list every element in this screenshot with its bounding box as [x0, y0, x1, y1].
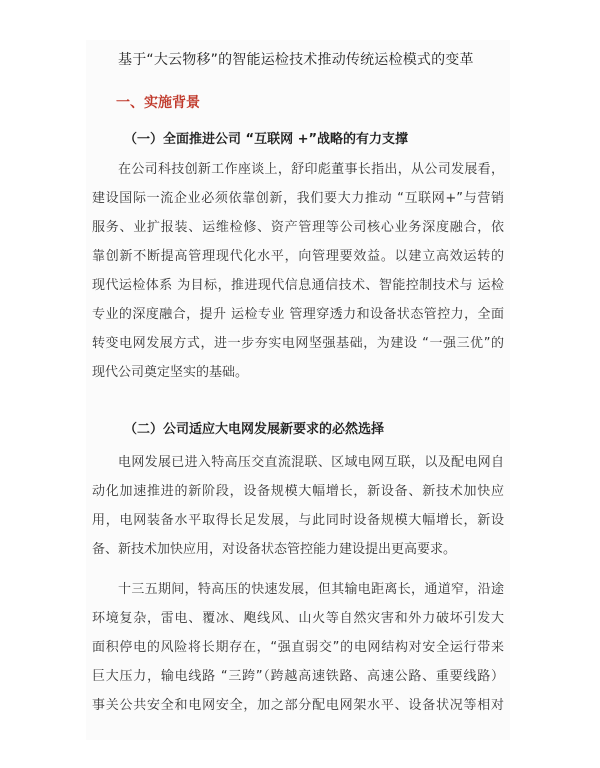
paragraph-line: 电网发展已进入特高压交直流混联、区域电网互联，以及配电网自	[118, 455, 504, 470]
paragraph-line: 面积停电的风险将长期存在，“强直弱交”的电网结构对安全运行带来	[92, 640, 504, 655]
paragraph-line: 十三五期间，特高压的快速发展，但其输电距离长，通道窄，沿途	[118, 582, 504, 597]
paragraph-line: 巨大压力，输电线路 “三跨”（跨越高速铁路、高速公路、重要线路）	[92, 669, 504, 684]
subsection-heading-grid-requirements: （二）公司适应大电网发展新要求的必然选择	[124, 422, 385, 437]
subsection-heading-internet-plus: （一）全面推进公司 “互联网 +”战略的有力支撑	[124, 132, 409, 147]
paragraph-line: 靠创新不断提高管理现代化水平，向管理要效益。以建立高效运转的	[92, 249, 504, 264]
paragraph-grid-development	[92, 448, 504, 564]
paragraph-line: 现代公司奠定坚实的基础。	[92, 365, 249, 380]
paragraph-thirteenth-five-year	[92, 575, 504, 720]
paragraph-line: 事关公共安全和电网安全，加之部分配电网架水平、设备状况等相对	[92, 698, 504, 713]
paragraph-line: 动化加速推进的新阶段，设备规模大幅增长，新设备、新技术加快应	[92, 484, 504, 499]
paragraph-line: 环境复杂，雷电、覆冰、飑线风、山火等自然灾害和外力破坏引发大	[92, 611, 504, 626]
paragraph-line: 用，电网装备水平取得长足发展，与此同时设备规模大幅增长，新设	[92, 513, 504, 528]
paragraph-internet-plus	[92, 155, 504, 387]
document-title: 基于“大云物移”的智能运检技术推动传统运检模式的变革	[118, 52, 474, 68]
paragraph-line: 服务、业扩报装、运维检修、资产管理等公司核心业务深度融合，依	[92, 220, 504, 235]
paragraph-line: 现代运检体系 为目标，推进现代信息通信技术、智能控制技术与 运检	[92, 278, 504, 293]
section-heading-background: 一、实施背景	[116, 95, 200, 111]
paragraph-line: 备、新技术加快应用，对设备状态管控能力建设提出更高要求。	[92, 542, 457, 557]
paragraph-line: 专业的深度融合，提升 运检专业 管理穿透力和设备状态管控力，全面	[92, 307, 504, 322]
paragraph-line: 建设国际一流企业必须依靠创新，我们要大力推动 “互联网+”与营销	[92, 191, 504, 206]
paragraph-line: 转变电网发展方式，进一步夯实电网坚强基础，为建设 “一强三优”的	[92, 336, 504, 351]
paragraph-line: 在公司科技创新工作座谈上，舒印彪董事长指出，从公司发展看，	[118, 162, 504, 177]
document-page	[86, 40, 510, 740]
